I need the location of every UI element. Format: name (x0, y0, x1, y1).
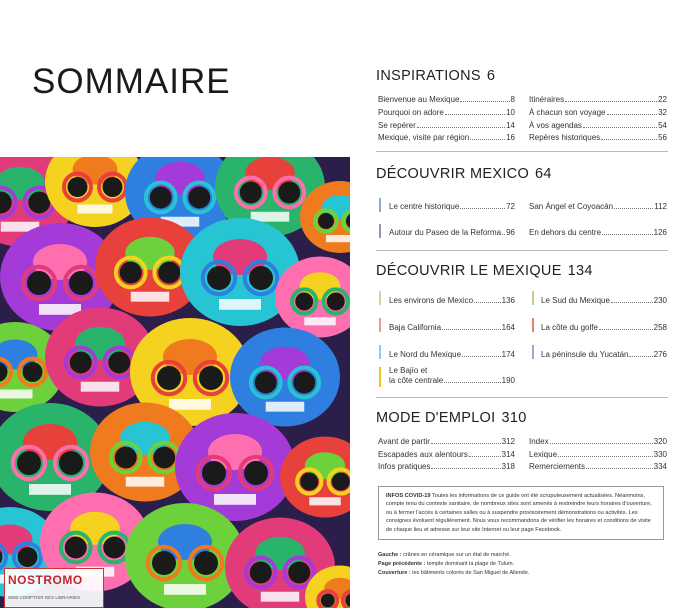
divider (376, 250, 668, 251)
toc-entry[interactable] (529, 462, 667, 471)
toc-label: Les environs de Mexico (389, 296, 474, 305)
region-color-bar (379, 345, 381, 359)
toc-label: Index (529, 437, 549, 446)
toc-label: la côte centrale (389, 376, 444, 385)
section-title: DÉCOUVRIR MEXICO (376, 166, 530, 182)
toc-entry-line1[interactable] (389, 366, 515, 375)
section-heading-inspirations (376, 68, 495, 84)
toc-label: Escapades aux alentours (378, 450, 468, 459)
leader-dots (445, 114, 505, 115)
divider (376, 397, 668, 398)
toc-entry[interactable] (378, 133, 515, 142)
section-page: 6 (486, 68, 496, 84)
toc-page: 276 (653, 350, 667, 359)
section-heading-mode-emploi (376, 410, 527, 426)
toc-entry[interactable] (389, 202, 515, 211)
toc-label: Autour du Paseo de la Reforma (389, 228, 502, 237)
page-title: SOMMAIRE (32, 62, 231, 101)
toc-page: 16 (506, 133, 515, 142)
toc-page: 56 (658, 133, 667, 142)
leader-dots (431, 468, 500, 469)
leader-dots (558, 456, 653, 457)
leader-dots (417, 127, 505, 128)
toc-entry[interactable] (378, 450, 515, 459)
leader-dots (586, 468, 653, 469)
leader-dots (470, 139, 505, 140)
caption-label: Page précédente : (378, 561, 426, 567)
toc-page: 334 (653, 462, 667, 471)
toc-entry[interactable] (378, 462, 515, 471)
region-color-bar (379, 291, 381, 305)
leader-dots (565, 101, 657, 102)
toc-label: En dehors du centre (529, 228, 602, 237)
section-title: DÉCOUVRIR LE MEXIQUE (376, 263, 562, 279)
toc-entry[interactable] (529, 133, 667, 142)
toc-page: 230 (653, 296, 667, 305)
leader-dots (460, 101, 509, 102)
leader-dots (469, 456, 501, 457)
toc-entry[interactable] (529, 121, 667, 130)
toc-entry[interactable] (529, 108, 667, 117)
toc-page: 96 (506, 228, 515, 237)
section-title: MODE D'EMPLOI (376, 410, 496, 426)
toc-entry[interactable] (529, 437, 667, 446)
toc-entry[interactable] (529, 228, 667, 237)
toc-label: Mexique, visite par région (378, 133, 470, 142)
toc-entry[interactable] (378, 121, 515, 130)
leader-dots (550, 443, 653, 444)
region-color-bar (532, 291, 534, 305)
toc-page: 190 (501, 376, 515, 385)
sugar-skulls-photo (0, 157, 350, 608)
toc-entry[interactable] (541, 323, 667, 332)
caption-cover (378, 570, 529, 576)
leader-dots (502, 234, 505, 235)
toc-label: La côte du golfe (541, 323, 598, 332)
leader-dots (474, 302, 501, 303)
leader-dots (460, 208, 505, 209)
leader-dots (611, 302, 653, 303)
leader-dots (583, 127, 657, 128)
toc-label: Le centre historique (389, 202, 460, 211)
caption-label: Gauche : (378, 552, 402, 558)
toc-page: 72 (506, 202, 515, 211)
toc-label: Le Bajío et (389, 366, 428, 375)
region-color-bar (532, 345, 534, 359)
toc-page: 330 (653, 450, 667, 459)
toc-label: Pourquoi on adore (378, 108, 444, 117)
section-heading-decouvrir-mexico (376, 166, 552, 182)
toc-label: Lexique (529, 450, 558, 459)
toc-page: 320 (653, 437, 667, 446)
toc-page: 22 (658, 95, 667, 104)
toc-page: 8 (510, 95, 515, 104)
section-title: INSPIRATIONS (376, 68, 481, 84)
caption-text: crânes en céramique sur un étal de marché. (403, 552, 511, 558)
leader-dots (444, 382, 500, 383)
toc-label: À chacun son voyage (529, 108, 606, 117)
toc-page: 32 (658, 108, 667, 117)
nostromo-logo (4, 568, 104, 608)
toc-page: 136 (501, 296, 515, 305)
toc-entry[interactable] (541, 350, 667, 359)
toc-page: 174 (501, 350, 515, 359)
leader-dots (442, 329, 501, 330)
divider (376, 151, 668, 152)
toc-entry[interactable] (389, 228, 515, 237)
toc-entry[interactable] (378, 437, 515, 446)
region-color-bar (379, 224, 381, 238)
toc-entry[interactable] (378, 108, 515, 117)
covid-text: Toutes les informations de ce guide ont été scrupuleusement actualisées. Néanmoins, compte tenu du contexte sanitaire, de nombreux sites sont amenés à restreindre leurs horaires d'ouverture, ou à fermer l'accès à certaines salles ou à suspendre provisoirement démonstrations ou activités. Les consignes évoluent régulièrement. Nous vous recommandons de vérifier les horaires et conditions de visite de chaque lieu et adresse sur leur site Internet ou leur page Facebook. (386, 493, 652, 533)
leader-dots (599, 329, 653, 330)
toc-label: Avant de partir (378, 437, 430, 446)
toc-label: Le Sud du Mexique (541, 296, 610, 305)
covid-label: INFOS COVID-19 (386, 493, 431, 499)
toc-page: 54 (658, 121, 667, 130)
toc-page: 14 (506, 121, 515, 130)
toc-label: San Ángel et Coyoacán (529, 202, 614, 211)
skull-shape (230, 328, 340, 427)
toc-entry[interactable] (541, 296, 667, 305)
toc-page: 258 (653, 323, 667, 332)
logo-name: NOSTROMO (8, 573, 83, 587)
toc-entry[interactable] (389, 376, 515, 385)
covid-info-box (378, 486, 664, 540)
section-page: 64 (535, 166, 552, 182)
leader-dots (462, 356, 501, 357)
toc-page: 314 (501, 450, 515, 459)
toc-page: 112 (654, 202, 667, 211)
region-color-bar (379, 318, 381, 332)
section-page: 134 (567, 263, 593, 279)
logo-tagline: WEB COMPTOIR DES LIBRAIRIES (8, 595, 81, 600)
caption-label: Couverture : (378, 570, 411, 576)
caption-text: les bâtiments colorés de San Miguel de Allende. (412, 570, 530, 576)
toc-page: 164 (501, 323, 515, 332)
toc-label: Repères historiques (529, 133, 601, 142)
toc-label: Baja California (389, 323, 442, 332)
toc-entry[interactable] (529, 450, 667, 459)
leader-dots (614, 208, 653, 209)
region-color-bar (379, 198, 381, 212)
caption-previous (378, 561, 514, 567)
toc-label: La péninsule du Yucatán (541, 350, 629, 359)
toc-label: Itinéraires (529, 95, 565, 104)
section-page: 310 (501, 410, 527, 426)
caption-text: temple dominant la plage de Tulum. (426, 561, 515, 567)
toc-label: Infos pratiques (378, 462, 431, 471)
toc-page: 318 (501, 462, 515, 471)
caption-left (378, 552, 511, 558)
leader-dots (607, 114, 658, 115)
toc-entry[interactable] (389, 350, 515, 359)
leader-dots (602, 234, 653, 235)
toc-label: Remerciements (529, 462, 586, 471)
region-color-bar (379, 367, 381, 387)
toc-page: 126 (653, 228, 667, 237)
section-heading-decouvrir-mexique (376, 263, 593, 279)
toc-entry[interactable] (378, 95, 515, 104)
leader-dots (431, 443, 501, 444)
toc-entry[interactable] (529, 202, 667, 211)
toc-page: 10 (506, 108, 515, 117)
toc-entry[interactable] (389, 296, 515, 305)
region-color-bar (532, 318, 534, 332)
leader-dots (629, 356, 652, 357)
toc-label: Bienvenue au Mexique (378, 95, 460, 104)
toc-label: Le Nord du Mexique (389, 350, 462, 359)
toc-entry[interactable] (389, 323, 515, 332)
toc-entry[interactable] (529, 95, 667, 104)
leader-dots (601, 139, 657, 140)
toc-label: Se repérer (378, 121, 416, 130)
toc-page: 312 (501, 437, 515, 446)
toc-label: À vos agendas (529, 121, 582, 130)
